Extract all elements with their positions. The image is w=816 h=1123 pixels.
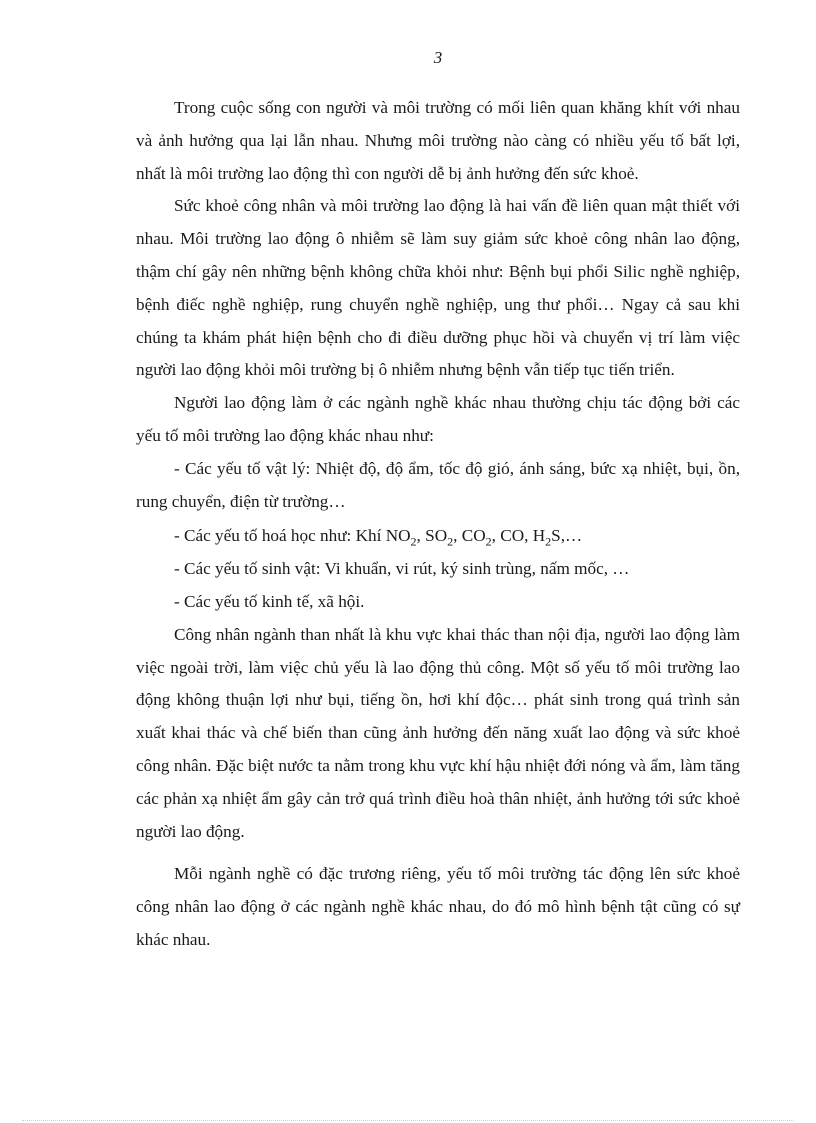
document-body	[136, 92, 740, 957]
page-bottom-border	[22, 1120, 794, 1121]
list-item-chemical-factors: - Các yếu tố hoá học như: Khí $NO_2$, $SO_2$, $CO_2$, CO, $H_2S,\dots$	[174, 526, 583, 549]
paragraph-workers-factors: Người lao động làm ở các ngành nghề khác nhau thường chịu tác động bởi các yếu tố môi trường lao động khác nhau như:	[136, 393, 740, 445]
list-item-biological-factors: - Các yếu tố sinh vật: Vi khuẩn, vi rút, ký sinh trùng, nấm mốc, …	[174, 559, 630, 579]
paragraph-intro: Trong cuộc sống con người và môi trường có mối liên quan khăng khít với nhau và ảnh hưởng qua lại lẫn nhau. Nhưng môi trường nào càng có nhiều yếu tố bất lợi, nhất là môi trường lao động thì con người dễ bị ảnh hưởng đến sức khoẻ.	[136, 98, 740, 183]
list-item-physical-factors: - Các yếu tố vật lý: Nhiệt độ, độ ẩm, tốc độ gió, ánh sáng, bức xạ nhiệt, bụi, ồn, rung chuyển, điện từ trường…	[136, 458, 740, 511]
paragraph-occupational-characteristics: Mỗi ngành nghề có đặc trương riêng, yếu tố môi trường tác động lên sức khoẻ công nhân lao động ở các ngành nghề khác nhau, do đó mô hình bệnh tật cũng có sự khác nhau.	[136, 864, 740, 949]
page-number: 3	[433, 48, 443, 67]
list-item-socioeconomic-factors: - Các yếu tố kinh tế, xã hội.	[174, 591, 365, 611]
paragraph-health-environment: Sức khoẻ công nhân và môi trường lao động là hai vấn đề liên quan mật thiết với nhau. Môi trường lao động ô nhiễm sẽ làm suy giảm sức khoẻ công nhân lao động, thậm chí gây nên những bệnh không chữa khỏi như: Bệnh bụi phổi Silic nghề nghiệp, bệnh điếc nghề nghiệp, rung chuyển nghề nghiệp, ung thư phổi… Ngay cả sau khi chúng ta khám phát hiện bệnh cho đi điều dưỡng phục hồi và chuyển vị trí làm việc người lao động khỏi môi trường bị ô nhiễm nhưng bệnh vẫn tiếp tục tiến triển.	[136, 196, 740, 380]
paragraph-coal-workers: Công nhân ngành than nhất là khu vực khai thác than nội địa, người lao động làm việc ngoài trời, làm việc chủ yếu là lao động thủ công. Một số yếu tố môi trường lao động không thuận lợi như bụi, tiếng ồn, hơi khí độc… phát sinh trong quá trình sản xuất khai thác và chế biến than cũng ảnh hưởng đến năng xuất lao động và sức khoẻ công nhân. Đặc biệt nước ta nằm trong khu vực khí hậu nhiệt đới nóng và ẩm, làm tăng các phản xạ nhiệt ẩm gây cản trở quá trình điều hoà thân nhiệt, ảnh hưởng tới sức khoẻ người lao động.	[136, 624, 740, 841]
